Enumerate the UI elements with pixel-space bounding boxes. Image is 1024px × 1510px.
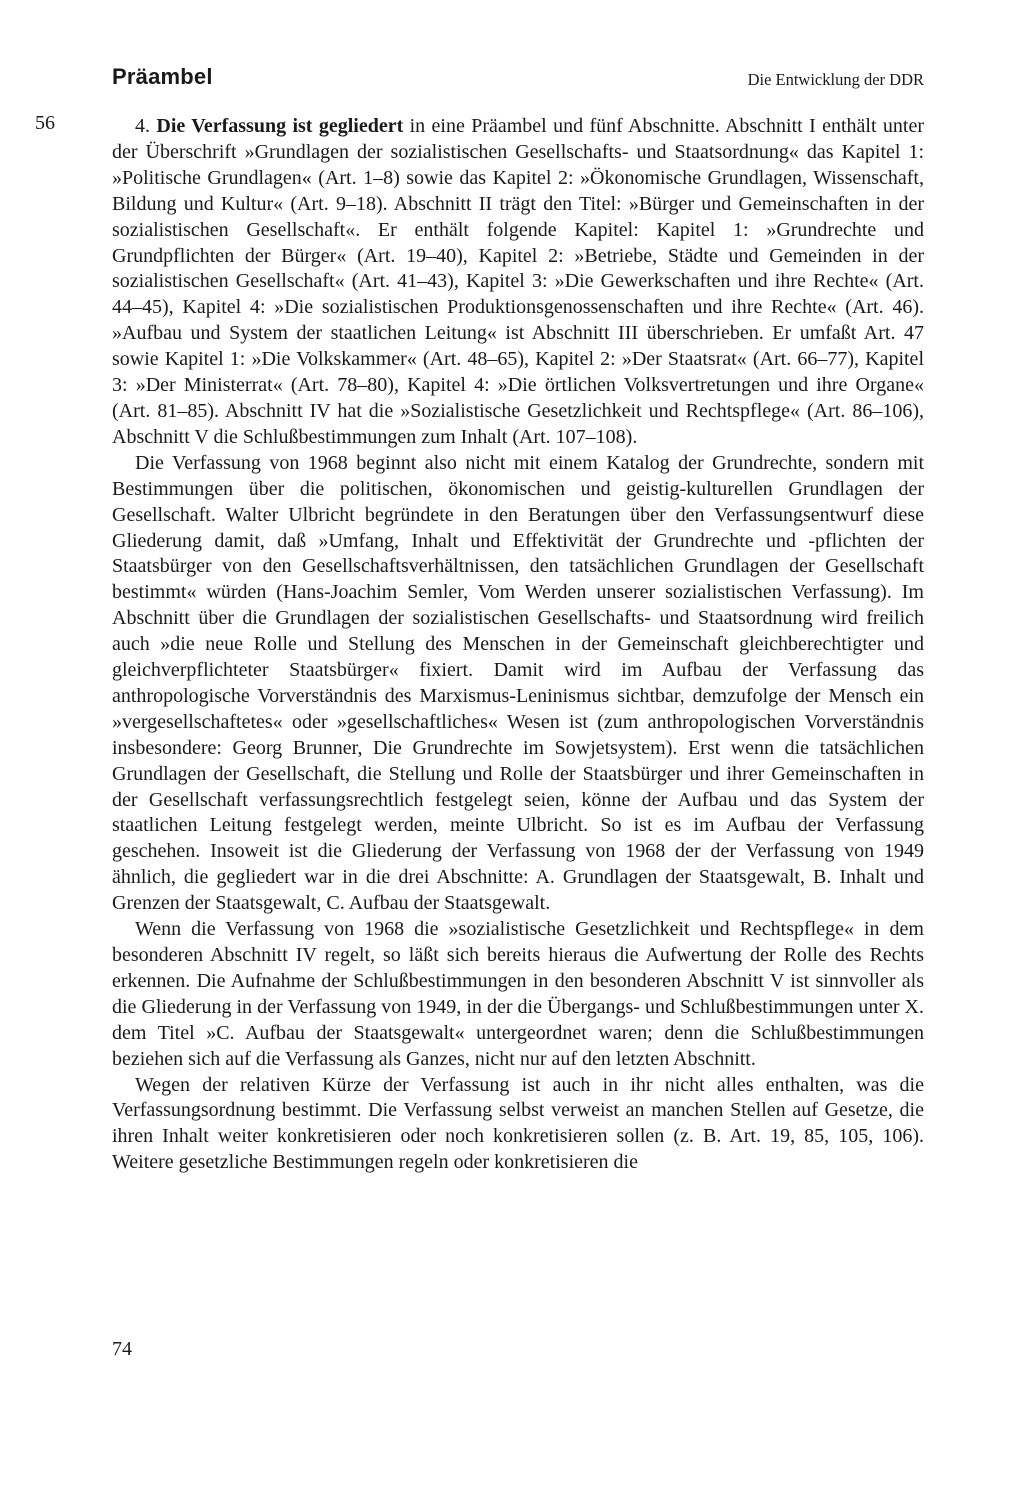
paragraph-1: [112, 114, 924, 451]
margin-number: 56: [35, 112, 55, 134]
paragraph-3: Wenn die Verfassung von 1968 die »sozialistische Gesetzlichkeit und Rechtspflege« in dem besonderen Abschnitt IV regelt, so läßt sich bereits hieraus die Aufwertung der Rolle des Rechts erkennen. Die Aufnahme der Schlußbestimmungen in den besonderen Abschnitt V ist sinnvoller als die Gliederung in der Verfassung von 1949, in der die Übergangs- und Schlußbestimmungen unter X. dem Titel »C. Aufbau der Staatsgewalt« untergeordnet waren; denn die Schlußbestimmungen beziehen sich auf die Verfassung als Ganzes, nicht nur auf den letzten Abschnitt.: [112, 918, 924, 1070]
paragraph-lead: Die Verfassung ist gegliedert: [156, 115, 404, 137]
paragraph-1-text: in eine Präambel und fünf Abschnitte. Abschnitt I enthält unter der Überschrift »Grundlagen der sozialistischen Gesellschafts- und Staatsordnung« das Kapitel 1: »Politische Grundlagen« (Art. 1–8) sowie das Kapitel 2: »Ökonomische Grundlagen, Wissenschaft, Bildung und Kultur« (Art. 9–18). Abschnitt II trägt den Titel: »Bürger und Gemeinschaften in der sozialistischen Gesellschaft«. Er enthält folgende Kapitel: Kapitel 1: »Grundrechte und Grundpflichten der Bürger« (Art. 19–40), Kapitel 2: »Betriebe, Städte und Gemeinden in der sozialistischen Gesellschaft« (Art. 41–43), Kapitel 3: »Die Gewerkschaften und ihre Rechte« (Art. 44–45), Kapitel 4: »Die sozialistischen Produktionsgenossenschaften und ihre Rechte« (Art. 46). »Aufbau und System der staatlichen Leitung« ist Abschnitt III überschrieben. Er umfaßt Art. 47 sowie Kapitel 1: »Die Volkskammer« (Art. 48–65), Kapitel 2: »Der Staatsrat« (Art. 66–77), Kapitel 3: »Der Ministerrat« (Art. 78–80), Kapitel 4: »Die örtlichen Volksvertretungen und ihre Organe« (Art. 81–85). Abschnitt IV hat die »Sozialistische Gesetzlichkeit und Rechtspflege« (Art. 86–106), Abschnitt V die Schlußbestimmungen zum Inhalt (Art. 107–108).: [112, 115, 925, 448]
body-text: [112, 114, 924, 1176]
paragraph-4: Wegen der relativen Kürze der Verfassung ist auch in ihr nicht alles enthalten, was die Verfassungsordnung bestimmt. Die Verfassung selbst verweist an manchen Stellen auf Gesetze, die ihren Inhalt weiter konkretisieren oder noch konkretisieren sollen (z. B. Art. 19, 85, 105, 106). Weitere gesetzliche Bestimmungen regeln oder konkretisieren die: [112, 1073, 924, 1174]
paragraph-2: Die Verfassung von 1968 beginnt also nicht mit einem Katalog der Grundrechte, sondern mit Bestimmungen über die politischen, ökonomischen und geistig-kulturellen Grundlagen der Gesellschaft. Walter Ulbricht begründete in den Beratungen über den Verfassungsentwurf diese Gliederung damit, daß »Umfang, Inhalt und Effektivität der Grundrechte und -pflichten der Staatsbürger von den Gesellschaftsverhältnissen, den tatsächlichen Grundlagen der Gesellschaft bestimmt« würden (Hans-Joachim Semler, Vom Werden unserer sozialistischen Verfassung). Im Abschnitt über die Grundlagen der sozialistischen Gesellschafts- und Staatsordnung wird freilich auch »die neue Rolle und Stellung des Menschen in der Gemeinschaft gleichberechtigter und gleichverpflichteter Staatsbürger« fixiert. Damit wird im Aufbau der Verfassung das anthropologische Vorverständnis des Marxismus-Leninismus sichtbar, demzufolge der Mensch ein »vergesellschaftetes« oder »gesellschaftliches« Wesen ist (zum anthropologischen Vorverständnis insbesondere: Georg Brunner, Die Grundrechte im Sowjetsystem). Erst wenn die tatsächlichen Grundlagen der Gesellschaft, die Stellung und Rolle der Staatsbürger und ihrer Gemeinschaften in der Gesellschaft verfassungsrechtlich festgelegt seien, könne der Aufbau und das System der staatlichen Leitung festgelegt werden, meinte Ulbricht. So ist es im Aufbau der Verfassung geschehen. Insoweit ist die Gliederung der Verfassung von 1968 der der Verfassung von 1949 ähnlich, die gegliedert war in die drei Abschnitte: A. Grundlagen der Staatsgewalt, B. Inhalt und Grenzen der Staatsgewalt, C. Aufbau der Staatsgewalt.: [112, 451, 924, 915]
running-title: Die Entwicklung der DDR: [747, 70, 924, 89]
page-number: 74: [112, 1338, 132, 1360]
paragraph-number: 4.: [135, 115, 157, 137]
section-heading: Präambel: [112, 64, 213, 89]
